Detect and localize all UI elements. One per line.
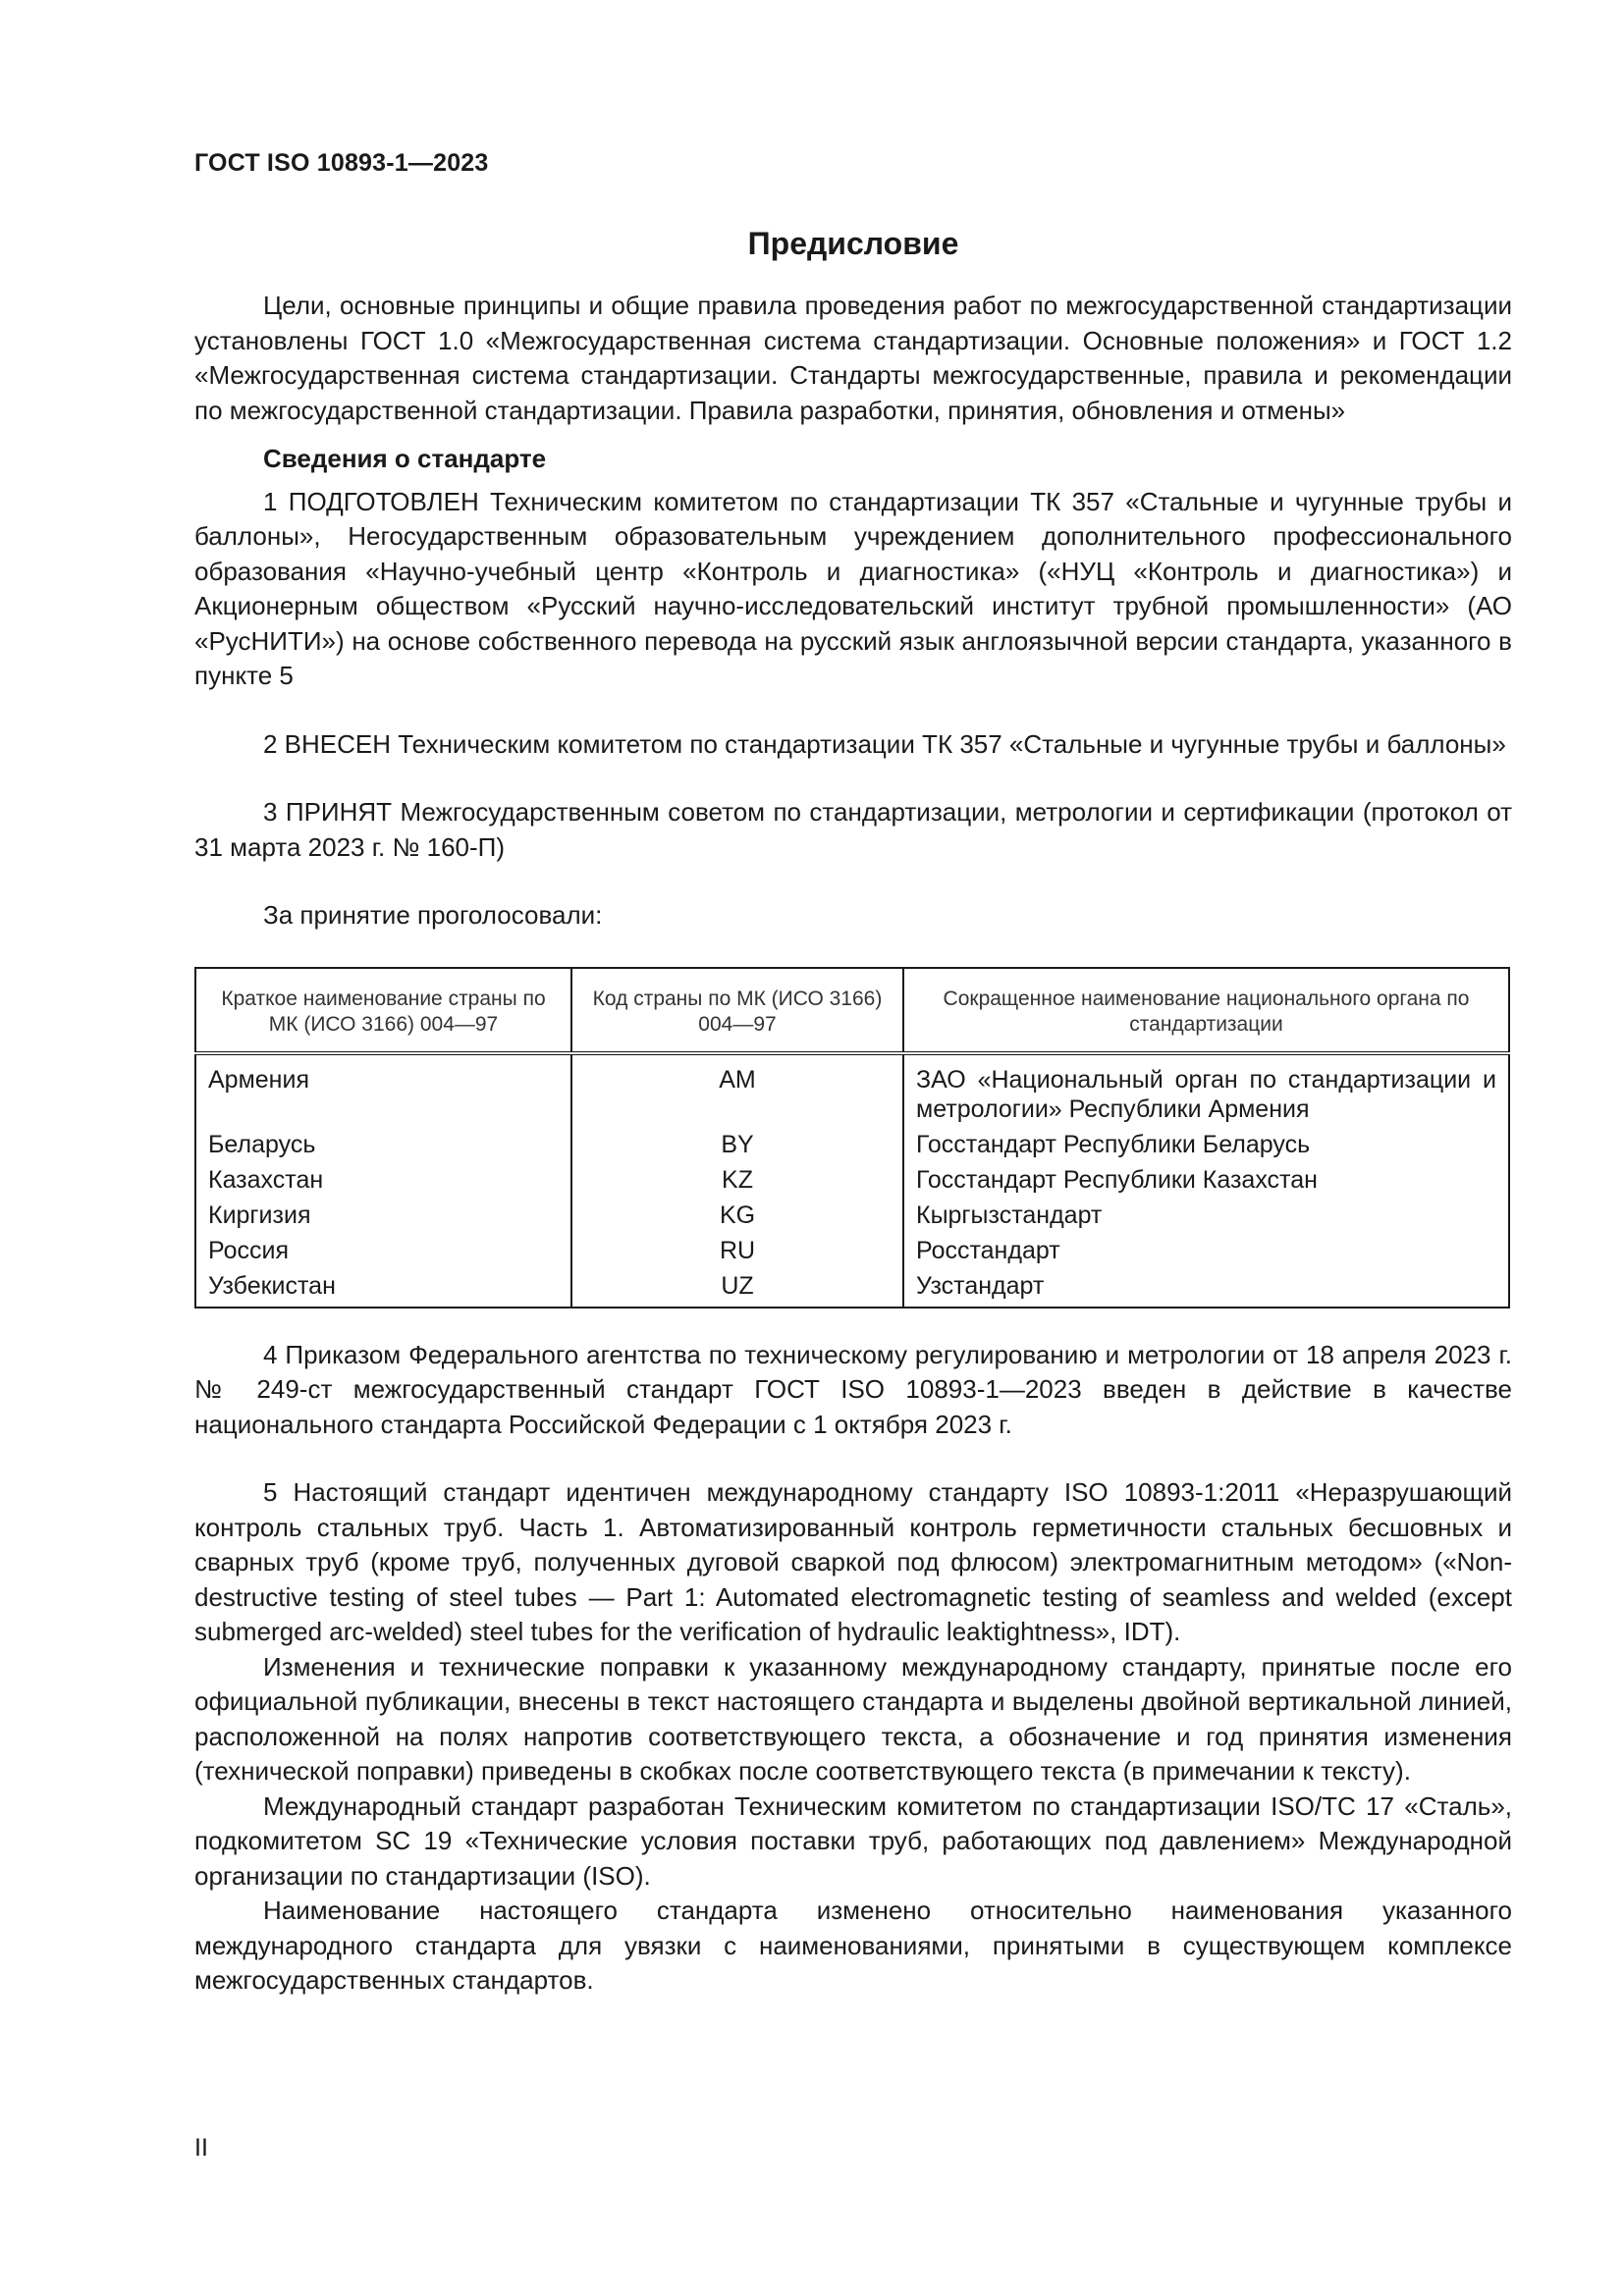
organization-cell: Кыргызстандарт [903,1198,1509,1233]
item-5-paragraph: 5 Настоящий стандарт идентичен международному стандарту ISO 10893-1:2011 «Неразрушающий контроль стальных труб. Часть 1. Автоматизированный контроль герметичности стальных бесшовных и сварных труб (кроме труб, полученных дуговой сваркой под флюсом) электромагнитным методом» («Non-destructive testing of steel tubes — Part 1: Automated electromagnetic testing of seamless and welded (except submerged arc-welded) steel tubes for the verification of hydraulic leaktightness», IDT). [194,1477,1512,1646]
name-change-paragraph: Наименование настоящего стандарта изменено относительно наименования указанного международного стандарта для увязки с наименованиями, принятыми в существующем комплексе межгосударственных стандартов. [194,1896,1512,1995]
organization-cell: Узстандарт [903,1268,1509,1308]
organization-cell: Госстандарт Республики Казахстан [903,1162,1509,1198]
code-cell: KG [571,1198,903,1233]
document-code-header: ГОСТ ISO 10893-1—2023 [194,149,489,177]
item-3-paragraph: 3 ПРИНЯТ Межгосударственным советом по стандартизации, метрологии и сертификации (протокол от 31 марта 2023 г. № 160-П) [194,797,1512,862]
table-header-country: Краткое наименование страны по МК (ИСО 3166) 004—97 [195,968,571,1053]
table-header-organization: Сокращенное наименование национального органа по стандартизации [903,968,1509,1053]
page-number: II [194,2134,208,2162]
country-cell: Узбекистан [195,1268,571,1308]
foreword-body [194,289,1512,1999]
voted-label: За принятие проголосовали: [263,900,603,930]
organization-cell: Госстандарт Республики Беларусь [903,1127,1509,1162]
intro-paragraph: Цели, основные принципы и общие правила проведения работ по межгосударственной стандартизации установлены ГОСТ 1.0 «Межгосударственная система стандартизации. Основные положения» и ГОСТ 1.2 «Межгосударственная система стандартизации. Стандарты межгосударственные, правила и рекомендации по межгосударственной стандартизации. Правила разработки, принятия, обновления и отмены» [194,291,1512,425]
developer-paragraph: Международный стандарт разработан Техническим комитетом по стандартизации ISO/TC 17 «Сталь», подкомитетом SC 19 «Технические условия поставки труб, работающих под давлением» Международной организации по стандартизации (ISO). [194,1790,1512,1891]
voting-table [194,967,1510,1308]
country-cell: Киргизия [195,1198,571,1233]
section-heading: Сведения о стандарте [263,444,547,473]
table-row [195,1198,1509,1233]
code-cell: AM [571,1053,903,1127]
country-cell: Казахстан [195,1162,571,1198]
code-cell: BY [571,1127,903,1162]
code-cell: KZ [571,1162,903,1198]
item-2-paragraph: 2 ВНЕСЕН Техническим комитетом по стандартизации ТК 357 «Стальные и чугунные трубы и баллоны» [263,728,1506,759]
page-title: Предисловие [747,226,959,261]
table-row [195,1162,1509,1198]
country-cell: Беларусь [195,1127,571,1162]
item-1-paragraph: 1 ПОДГОТОВЛЕН Техническим комитетом по стандартизации ТК 357 «Стальные и чугунные трубы и баллоны», Негосударственным образовательным учреждением дополнительного профессионального образования «Научно-учебный центр «Контроль и диагностика» («НУЦ «Контроль и диагностика») и Акционерным обществом «Русский научно-исследовательский институт трубной промышленности» (АО «РусНИТИ») на основе собственного перевода на русский язык англоязычной версии стандарта, указанного в пункте 5 [194,486,1512,690]
table-header-code: Код страны по МК (ИСО 3166) 004—97 [571,968,903,1053]
table-row [195,1127,1509,1162]
table-row [195,1053,1509,1127]
country-cell: Армения [195,1053,571,1127]
table-row [195,1268,1509,1308]
code-cell: RU [571,1233,903,1268]
table-row [195,1233,1509,1268]
item-4-paragraph: 4 Приказом Федерального агентства по техническому регулированию и метрологии от 18 апреля 2023 г. № 249-ст межгосударственный стандарт ГОСТ ISO 10893-1—2023 введен в действие в качестве национального стандарта Российской Федерации с 1 октября 2023 г. [194,1339,1512,1439]
table-header-row [195,968,1509,1053]
changes-paragraph: Изменения и технические поправки к указанному международному стандарту, принятые после его официальной публикации, внесены в текст настоящего стандарта и выделены двойной вертикальной линией, расположенной на полях напротив соответствующего текста, а обозначение и год принятия изменения (технической поправки) приведены в скобках после соответствующего текста (в примечании к тексту). [194,1651,1512,1786]
organization-cell: ЗАО «Национальный орган по стандартизации и метрологии» Республики Армения [903,1053,1509,1127]
country-cell: Россия [195,1233,571,1268]
code-cell: UZ [571,1268,903,1308]
organization-cell: Росстандарт [903,1233,1509,1268]
